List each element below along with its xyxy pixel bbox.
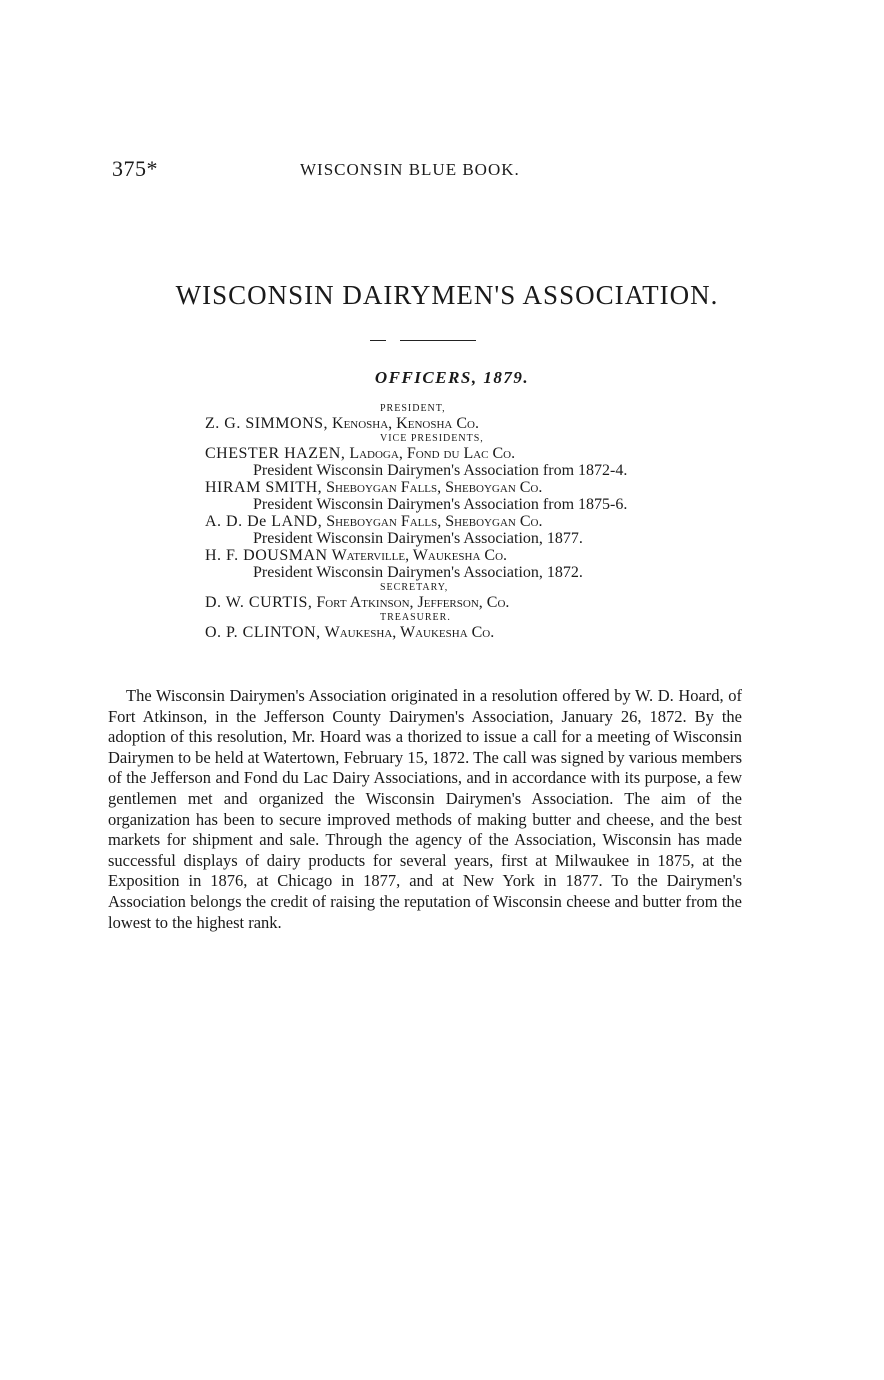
officer-note: President Wisconsin Dairymen's Association from 1875-6. <box>253 496 628 513</box>
officer-location: Fort Atkinson, Jefferson, Co. <box>316 594 510 611</box>
officers-list <box>205 402 765 641</box>
running-head <box>112 156 752 186</box>
officer-secretary <box>205 594 765 611</box>
treasurer-label: TREASURER. <box>380 612 451 623</box>
officer-vice-president-3 <box>205 513 765 530</box>
officer-location: Sheboygan Falls, Sheboygan Co. <box>326 479 543 496</box>
history-paragraph: The Wisconsin Dairymen's Association originated in a resolution offered by W. D. Hoard, of Fort Atkinson, in the Jefferson County Dairymen's Association, January 26, 1872. By the adoption of this resolution, Mr. Hoard was a thorized to issue a call for a meeting of Wisconsin Dairymen to be held at Watertown, February 15, 1872. The call was signed by various members of the Jefferson and Fond du Lac Dairy Associations, and in accordance with its purpose, a few gentlemen met and organized the Wisconsin Dairymen's Association. The aim of the organization has been to secure improved methods of making butter and cheese, and the best markets for shipment and sale. Through the agency of the Association, Wisconsin has made successful displays of dairy products for several years, first at Milwaukee in 1875, at the Exposition in 1876, at Chicago in 1877, and at New York in 1877. To the Dairymen's Association belongs the credit of raising the reputation of Wisconsin cheese and butter from the lowest to the highest rank. <box>108 686 742 932</box>
page-number: 375* <box>112 156 158 181</box>
secretary-label: SECRETARY, <box>380 582 449 593</box>
officer-name: D. W. CURTIS, <box>205 594 313 611</box>
officer-president <box>205 415 765 432</box>
officer-location: Sheboygan Falls, Sheboygan Co. <box>326 513 543 530</box>
officer-note: President Wisconsin Dairymen's Association from 1872-4. <box>253 462 628 479</box>
officer-location: Waukesha, Waukesha Co. <box>324 624 495 641</box>
officer-treasurer <box>205 624 765 641</box>
officer-vice-president-4 <box>205 547 765 564</box>
officer-vice-president-2 <box>205 479 765 496</box>
officer-note: President Wisconsin Dairymen's Association, 1872. <box>253 564 583 581</box>
officer-note: President Wisconsin Dairymen's Association, 1877. <box>253 530 583 547</box>
officers-heading: OFFICERS, 1879. <box>374 368 530 387</box>
officer-name: Z. G. SIMMONS, <box>205 415 329 432</box>
officer-location: Waterville, Waukesha Co. <box>331 547 508 564</box>
officer-name: HIRAM SMITH, <box>205 479 323 496</box>
officer-location: Kenosha, Kenosha Co. <box>332 415 479 432</box>
divider-short-rule <box>370 340 386 341</box>
page-title: WISCONSIN DAIRYMEN'S ASSOCIATION. <box>175 280 719 310</box>
officer-name: A. D. De LAND, <box>205 513 323 530</box>
officer-name: O. P. CLINTON, <box>205 624 321 641</box>
president-label: PRESIDENT, <box>380 403 446 414</box>
book-title: WISCONSIN BLUE BOOK. <box>300 160 520 179</box>
officer-location: Ladoga, Fond du Lac Co. <box>349 445 516 462</box>
vice-presidents-label: VICE PRESIDENTS, <box>380 433 484 444</box>
officer-vice-president-1 <box>205 445 765 462</box>
divider-long-rule <box>400 340 476 341</box>
officer-name: CHESTER HAZEN, <box>205 445 346 462</box>
officer-name: H. F. DOUSMAN <box>205 547 328 564</box>
